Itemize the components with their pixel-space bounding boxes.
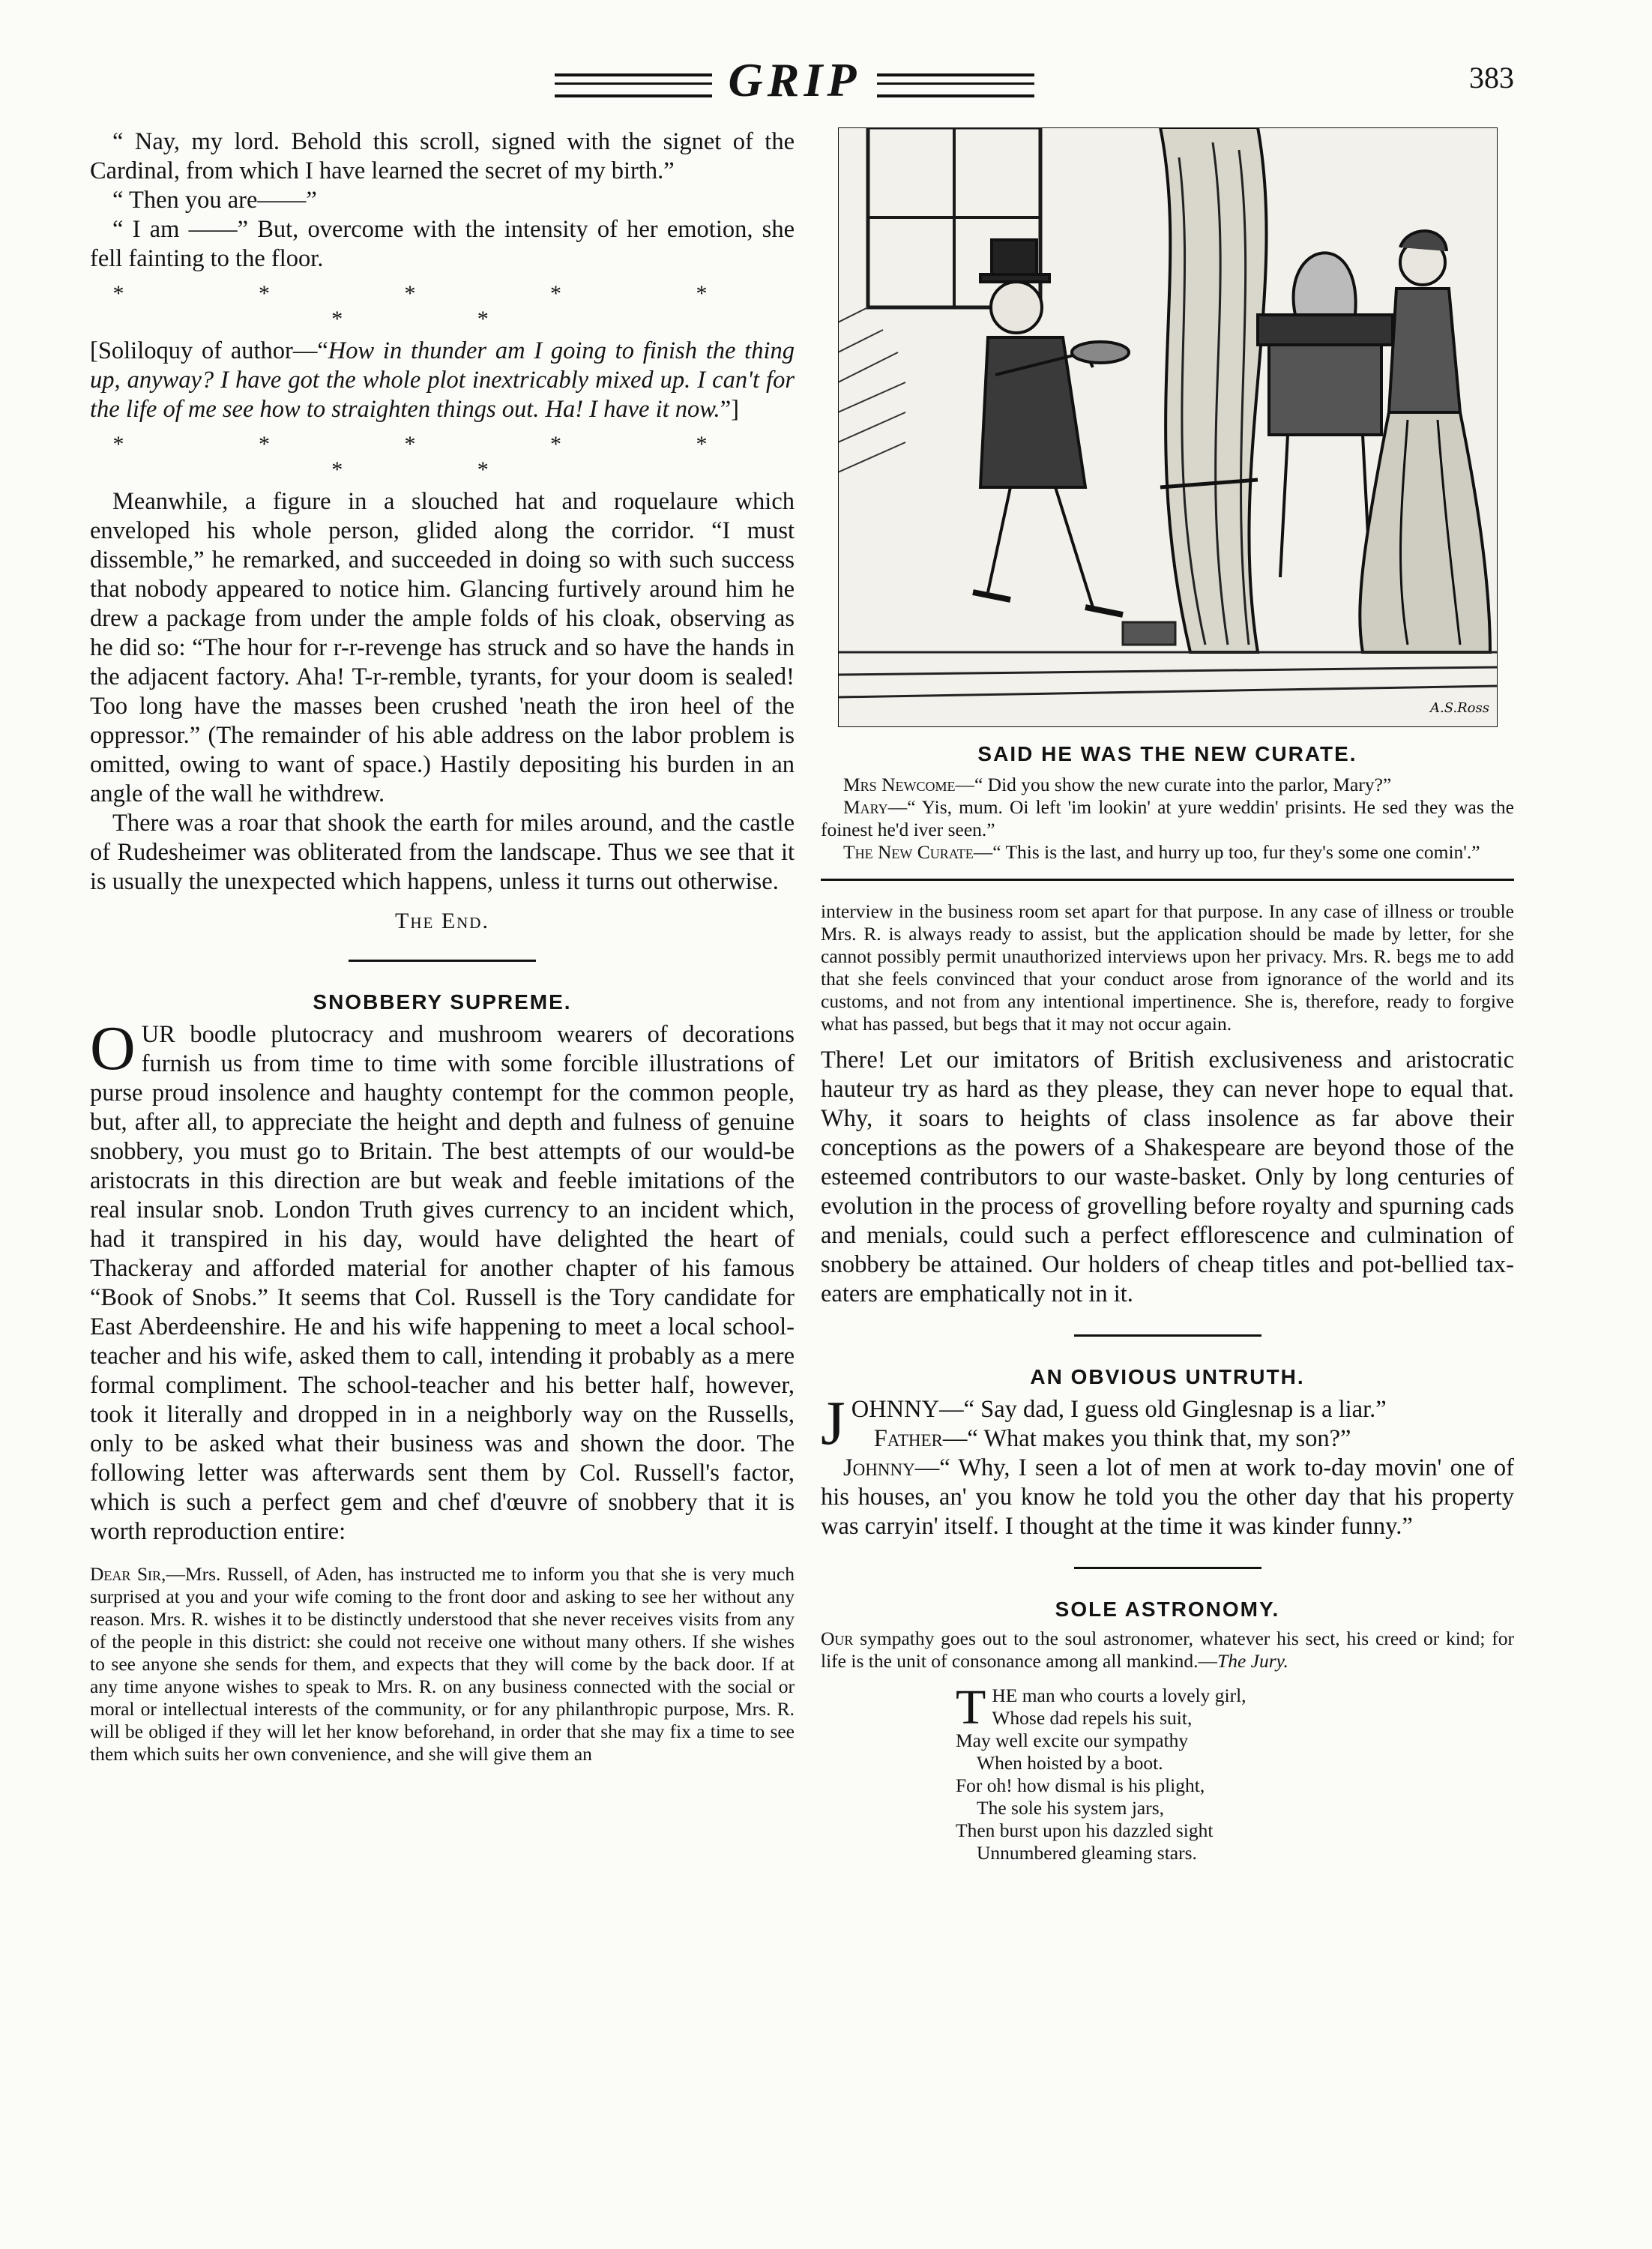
page-number: 383 (1469, 61, 1514, 94)
curtain (1160, 127, 1267, 652)
snobbery-heading: SNOBBERY SUPREME. (313, 990, 572, 1014)
snobbery-lead-caps: UR (141, 1021, 175, 1048)
top-hat (992, 240, 1037, 277)
untruth-speaker: Father (873, 1425, 943, 1452)
story-paragraph: “ I am ——” But, overcome with the intensity of her emotion, she fell fainting to the floor. (90, 216, 795, 272)
soliloquy-lead: [Soliloquy of author—“ (90, 337, 328, 364)
snobbery-letter (90, 1563, 795, 1765)
astronomy-source: The Jury. (1217, 1650, 1288, 1672)
soliloquy-text: How in thunder am I going to finish the thing up, anyway? I have got the whole plot inextricably mixed up. I can't for the life of me see how to straighten things out. Ha! I have it now. (90, 337, 795, 423)
story-ending (90, 127, 795, 274)
dialogue-speaker: The New Curate (843, 841, 974, 863)
author-soliloquy (90, 337, 795, 424)
artist-signature: A.S.Ross (1430, 700, 1489, 716)
story-paragraph: “ Then you are——” (112, 187, 317, 214)
soliloquy-close: ”] (720, 396, 739, 423)
untruth-text: —“ Why, I seen a lot of men at work to-day movin' one of his houses, an' you know he told you the other day that his property was carryin' itself. I thought at the time it was kinder funny.” (821, 1454, 1514, 1540)
verse-line: For oh! how dismal is his plight, (956, 1774, 1205, 1796)
dialogue-line (821, 841, 1514, 864)
cartoon-dialogue (821, 774, 1514, 864)
snobbery-commentary: There! Let our imitators of British exclusiveness and aristocratic hauteur try as hard as they please, they can never hope to equal that. Why, it soars to heights of class insolence as far above their conceptions as the powers of a Shakespeare are beyond those of the esteemed contributors to our waste-basket. Only by long centuries of evolution in the process of grovelling before royalty and spurning cads and menials, could such a perfect efflorescence and culmination of snobbery be attained. Our holders of cheap titles and pot-bellied tax-eaters are emphatically not in it. (821, 1047, 1514, 1307)
left-column (90, 127, 795, 1765)
dialogue-text: —“ Did you show the new curate into the parlor, Mary?” (955, 774, 1392, 795)
right-column (821, 742, 1514, 1864)
untruth-speaker: Johnny (843, 1454, 915, 1481)
the-end-label: The End. (395, 909, 489, 933)
verse-line: Unnumbered gleaming stars. (977, 1842, 1197, 1864)
dialogue-text: —“ This is the last, and hurry up too, fur they's some one comin'.” (973, 841, 1480, 863)
dialogue-line (821, 796, 1514, 841)
verse-line: May well excite our sympathy (956, 1729, 1189, 1751)
section-stars: * * * * * * * (112, 432, 772, 482)
snobbery-article (90, 1014, 795, 1547)
verse-dropcap: T (956, 1680, 986, 1735)
untruth-heading: AN OBVIOUS UNTRUTH. (1030, 1365, 1305, 1388)
astronomy-verse (956, 1680, 1514, 1864)
cake-plate (1072, 342, 1129, 363)
verse-line: Then burst upon his dazzled sight (956, 1819, 1214, 1841)
letter-text: —Mrs. Russell, of Aden, has instructed me to inform you that she is very much surprised at you and your wife coming to the front door and asking to see her without any reason. Mrs. R. wishes it to be distinctly understood that she never receives visits from any of the people in this district: she could not receive one without many others. If she wishes to see anyone she sends for them, and expects that they will come by the back door. If at any time anyone wishes to speak to Mrs. R. on any business connected with the social or moral or intellectual interests of the community, or for any philanthropic purpose, Mrs. R. will be obliged if they will let her know beforehand, in order that she may fix a time to see them which suits her own convenience, and she will give them an (90, 1563, 795, 1765)
verse-text: HE man who courts a lovely girl, (992, 1685, 1246, 1706)
dialogue-speaker: Mrs Newcome (843, 774, 956, 795)
letter-continued: interview in the business room set apart for that purpose. In any case of illness or trouble Mrs. R. is always ready to assist, but the application should be made by letter, for she cannot possibly permit unauthorized interviews upon her privacy. Mrs. R. begs me to add that she feels convinced that your conduct arose from ignorance of the world and its customs, and not from any intentional impertinence. She is, therefore, ready to forgive what has passed, but begs that it may not occur again. (821, 900, 1514, 1035)
masthead-title: GRIP (728, 53, 861, 106)
untruth-speaker: OHNNY (851, 1396, 940, 1423)
astronomy-intro-text: sympathy goes out to the soul astronomer, whatever his sect, his creed or kind; for life is the unit of consonance among all mankind.— (821, 1628, 1514, 1672)
masthead (525, 52, 1064, 112)
story-conclusion (90, 487, 795, 897)
untruth-dropcap: J (821, 1388, 845, 1458)
divider-rule (349, 960, 536, 962)
verse-line: When hoisted by a boot. (977, 1752, 1163, 1774)
story-paragraph: “ Nay, my lord. Behold this scroll, signed with the signet of the Cardinal, from which I have learned the secret of my birth.” (90, 128, 795, 184)
story-paragraph: Meanwhile, a figure in a slouched hat and roquelaure which enveloped his whole person, glided along the corridor. “I must dissemble,” he remarked, and succeeded in doing so with such success that nobody appeared to notice him. Glancing furtively around him he drew a package from under the ample folds of his cloak, observing as he did so: “The hour for r-r-revenge has struck and so have the hands in the adjacent factory. Aha! T-r-remble, tyrants, for your doom is sealed! Too long have the masses been crushed 'neath the iron heel of the oppressor.” (The remainder of his able address on the labor problem is omitted, owing to want of space.) Hastily depositing his burden in an angle of the wall he withdrew. (90, 488, 795, 807)
snobbery-text: boodle plutocracy and mushroom wearers of decorations furnish us from time to time with some forcible illustrations of purse proud insolence and haughty contempt for the common people, but, after all, to appreciate the height and depth and fulness of genuine snobbery, you must go to Britain. The best attempts of our would-be aristocrats in this direction are but weak and feeble imitations of the real insular snob. London Truth gives currency to an incident which, had it transpired in his day, would have delighted the heart of Thackeray and afforded material for another chapter of his famous “Book of Snobs.” It seems that Col. Russell is the Tory candidate for East Aberdeenshire. He and his wife happening to meet a local school-teacher and his wife, asked them to call, intending it probably as a mere formal compliment. The school-teacher and his better half, however, took it literally and dropped in in a neighborly way on the Russells, only to be asked what their business was and shown the door. The following letter was afterwards sent them by Col. Russell's factor, which is such a perfect gem and chef d'œuvre of snobbery that it is worth reproduction entire: (90, 1021, 795, 1545)
astronomy-intro-lead: Our (821, 1628, 854, 1649)
astronomy-heading: SOLE ASTRONOMY. (1055, 1598, 1280, 1621)
divider-rule (1074, 1567, 1261, 1569)
divider-rule (1074, 1334, 1261, 1337)
story-paragraph: There was a roar that shook the earth for miles around, and the castle of Rudesheimer was obliterated from the landscape. Thus we see that it is usually the unexpected which happens, unless it turns out otherwise. (90, 810, 795, 895)
untruth-text: —“ Say dad, I guess old Ginglesnap is a liar.” (939, 1396, 1387, 1423)
dialogue-text: —“ Yis, mum. Oi left 'im lookin' at yure weddin' prisints. He sed they was the foinest he'd iver seen.” (821, 796, 1514, 840)
untruth-article (821, 1388, 1514, 1541)
divider-rule (821, 879, 1514, 881)
cartoon-illustration (838, 127, 1498, 727)
masthead-rule-right (877, 73, 1034, 97)
untruth-line (821, 1424, 1514, 1454)
untruth-line (821, 1454, 1514, 1541)
section-stars: * * * * * * * (112, 281, 772, 331)
letter-salutation: Dear Sir, (90, 1563, 166, 1585)
verse-line: The sole his system jars, (977, 1797, 1165, 1819)
verse-line: Whose dad repels his suit, (992, 1707, 1193, 1729)
snobbery-dropcap: O (90, 1014, 136, 1083)
untruth-text: —“ What makes you think that, my son?” (942, 1425, 1351, 1452)
cartoon-caption-heading: SAID HE WAS THE NEW CURATE. (977, 742, 1357, 765)
dialogue-line (821, 774, 1514, 796)
astronomy-intro (821, 1628, 1514, 1673)
dialogue-speaker: Mary (843, 796, 888, 818)
